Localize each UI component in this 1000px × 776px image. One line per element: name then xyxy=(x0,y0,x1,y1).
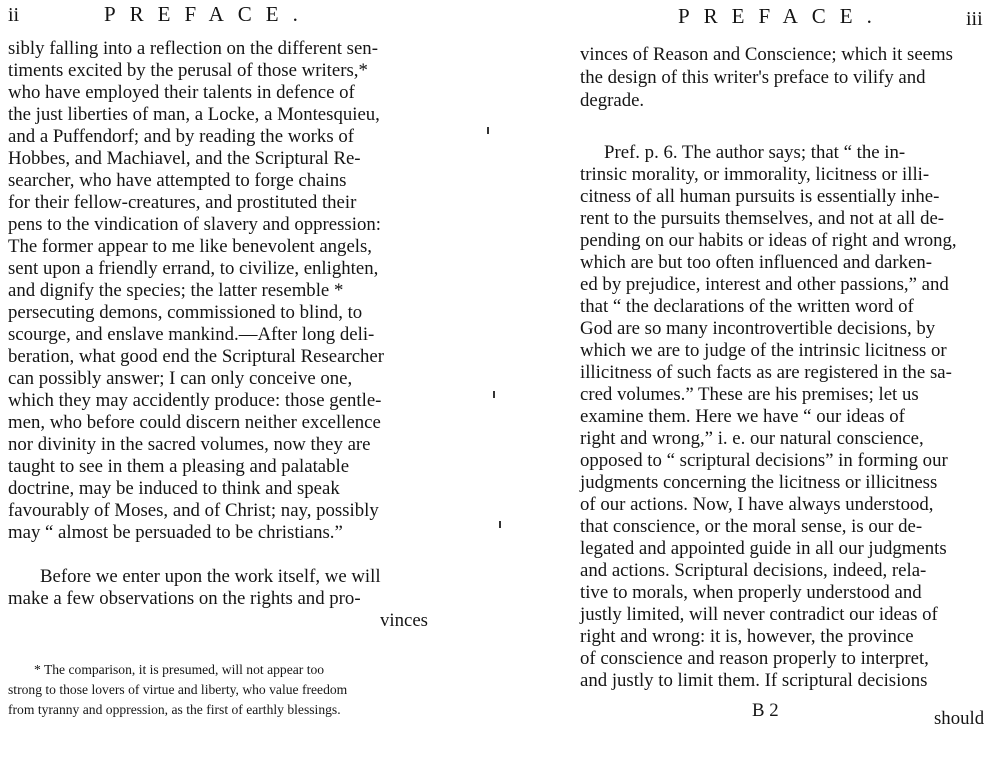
text-line: and dignify the species; the latter resemble * xyxy=(8,280,344,301)
text-line: Pref. p. 6. The author says; that “ the in- xyxy=(604,142,906,163)
text-line: beration, what good end the Scriptural Researcher xyxy=(8,346,385,367)
text-line: The former appear to me like benevolent angels, xyxy=(8,236,372,257)
text-line: who have employed their talents in defence of xyxy=(8,82,355,103)
text-line: of conscience and reason properly to interpret, xyxy=(580,648,929,669)
signature-mark: B 2 xyxy=(752,700,779,721)
catchword: vinces xyxy=(380,610,428,631)
text-line: sent upon a friendly errand, to civilize, enlighten, xyxy=(8,258,379,279)
text-line: timents excited by the perusal of those writers,* xyxy=(8,60,368,81)
text-line: taught to see in them a pleasing and palatable xyxy=(8,456,350,477)
page-number: ii xyxy=(8,4,20,26)
text-line: persecuting demons, commissioned to blind, to xyxy=(8,302,363,323)
text-line: sibly falling into a reflection on the different sen- xyxy=(8,38,378,59)
text-line: which we are to judge of the intrinsic licitness or xyxy=(580,340,947,361)
text-line: that conscience, or the moral sense, is our de- xyxy=(580,516,923,537)
text-line: legated and appointed guide in all our judgments xyxy=(580,538,947,559)
text-line: favourably of Moses, and of Christ; nay, possibly xyxy=(8,500,379,521)
text-line: of our actions. Now, I have always understood, xyxy=(580,494,934,515)
running-header: PREFACE. xyxy=(678,4,886,28)
text-line: degrade. xyxy=(580,90,645,111)
text-line: trinsic morality, or immorality, licitness or illi- xyxy=(580,164,930,185)
page-number: iii xyxy=(966,8,983,30)
gutter-mark xyxy=(487,127,489,134)
text-line: Before we enter upon the work itself, we will xyxy=(40,566,381,587)
text-line: opposed to “ scriptural decisions” in forming our xyxy=(580,450,948,471)
footnote-line: * The comparison, it is presumed, will not appear too xyxy=(34,662,325,677)
catchword: should xyxy=(934,708,985,729)
text-line: and justly to limit them. If scriptural decisions xyxy=(580,670,928,691)
text-line: for their fellow-creatures, and prostituted their xyxy=(8,192,357,213)
footnote-line: from tyranny and oppression, as the first of earthly blessings. xyxy=(8,702,341,717)
text-line: scourge, and enslave mankind.—After long deli- xyxy=(8,324,375,345)
text-line: make a few observations on the rights and pro- xyxy=(8,588,361,609)
text-line: ed by prejudice, interest and other passions,” and xyxy=(580,274,949,295)
footnote-line: strong to those lovers of virtue and liberty, who value freedom xyxy=(8,682,348,697)
text-line: judgments concerning the licitness or illicitness xyxy=(580,472,938,493)
text-line: Hobbes, and Machiavel, and the Scriptural Re- xyxy=(8,148,361,169)
text-line: God are so many incontrovertible decisions, by xyxy=(580,318,936,339)
text-line: and a Puffendorf; and by reading the works of xyxy=(8,126,354,147)
text-line: searcher, who have attempted to forge chains xyxy=(8,170,347,191)
text-line: and actions. Scriptural decisions, indeed, rela- xyxy=(580,560,927,581)
text-line: which are but too often influenced and darken- xyxy=(580,252,933,273)
text-line: can possibly answer; I can only conceive one, xyxy=(8,368,353,389)
text-line: may “ almost be persuaded to be christians.” xyxy=(8,522,343,543)
text-line: the design of this writer's preface to vilify and xyxy=(580,67,926,88)
text-line: doctrine, may be induced to think and speak xyxy=(8,478,340,499)
text-line: the just liberties of man, a Locke, a Montesquieu, xyxy=(8,104,380,125)
text-line: that “ the declarations of the written word of xyxy=(580,296,914,317)
text-line: pens to the vindication of slavery and oppression: xyxy=(8,214,381,235)
text-line: men, who before could discern neither excellence xyxy=(8,412,381,433)
text-line: rent to the pursuits themselves, and not at all de- xyxy=(580,208,945,229)
text-line: right and wrong,” i. e. our natural conscience, xyxy=(580,428,924,449)
text-line: justly limited, will never contradict our ideas of xyxy=(580,604,938,625)
right-page xyxy=(500,0,1000,776)
text-line: pending on our habits or ideas of right and wrong, xyxy=(580,230,957,251)
text-line: right and wrong: it is, however, the province xyxy=(580,626,914,647)
text-line: nor divinity in the sacred volumes, now they are xyxy=(8,434,371,455)
text-line: which they may accidently produce: those gentle- xyxy=(8,390,382,411)
text-line: tive to morals, when properly understood and xyxy=(580,582,922,603)
text-line: illicitness of such facts as are registered in the sa- xyxy=(580,362,952,383)
text-line: vinces of Reason and Conscience; which it seems xyxy=(580,44,953,65)
text-line: citness of all human pursuits is essentially inhe- xyxy=(580,186,940,207)
running-header: PREFACE. xyxy=(104,2,312,26)
text-line: cred volumes.” These are his premises; let us xyxy=(580,384,919,405)
text-line: examine them. Here we have “ our ideas of xyxy=(580,406,905,427)
gutter-mark xyxy=(493,391,495,398)
